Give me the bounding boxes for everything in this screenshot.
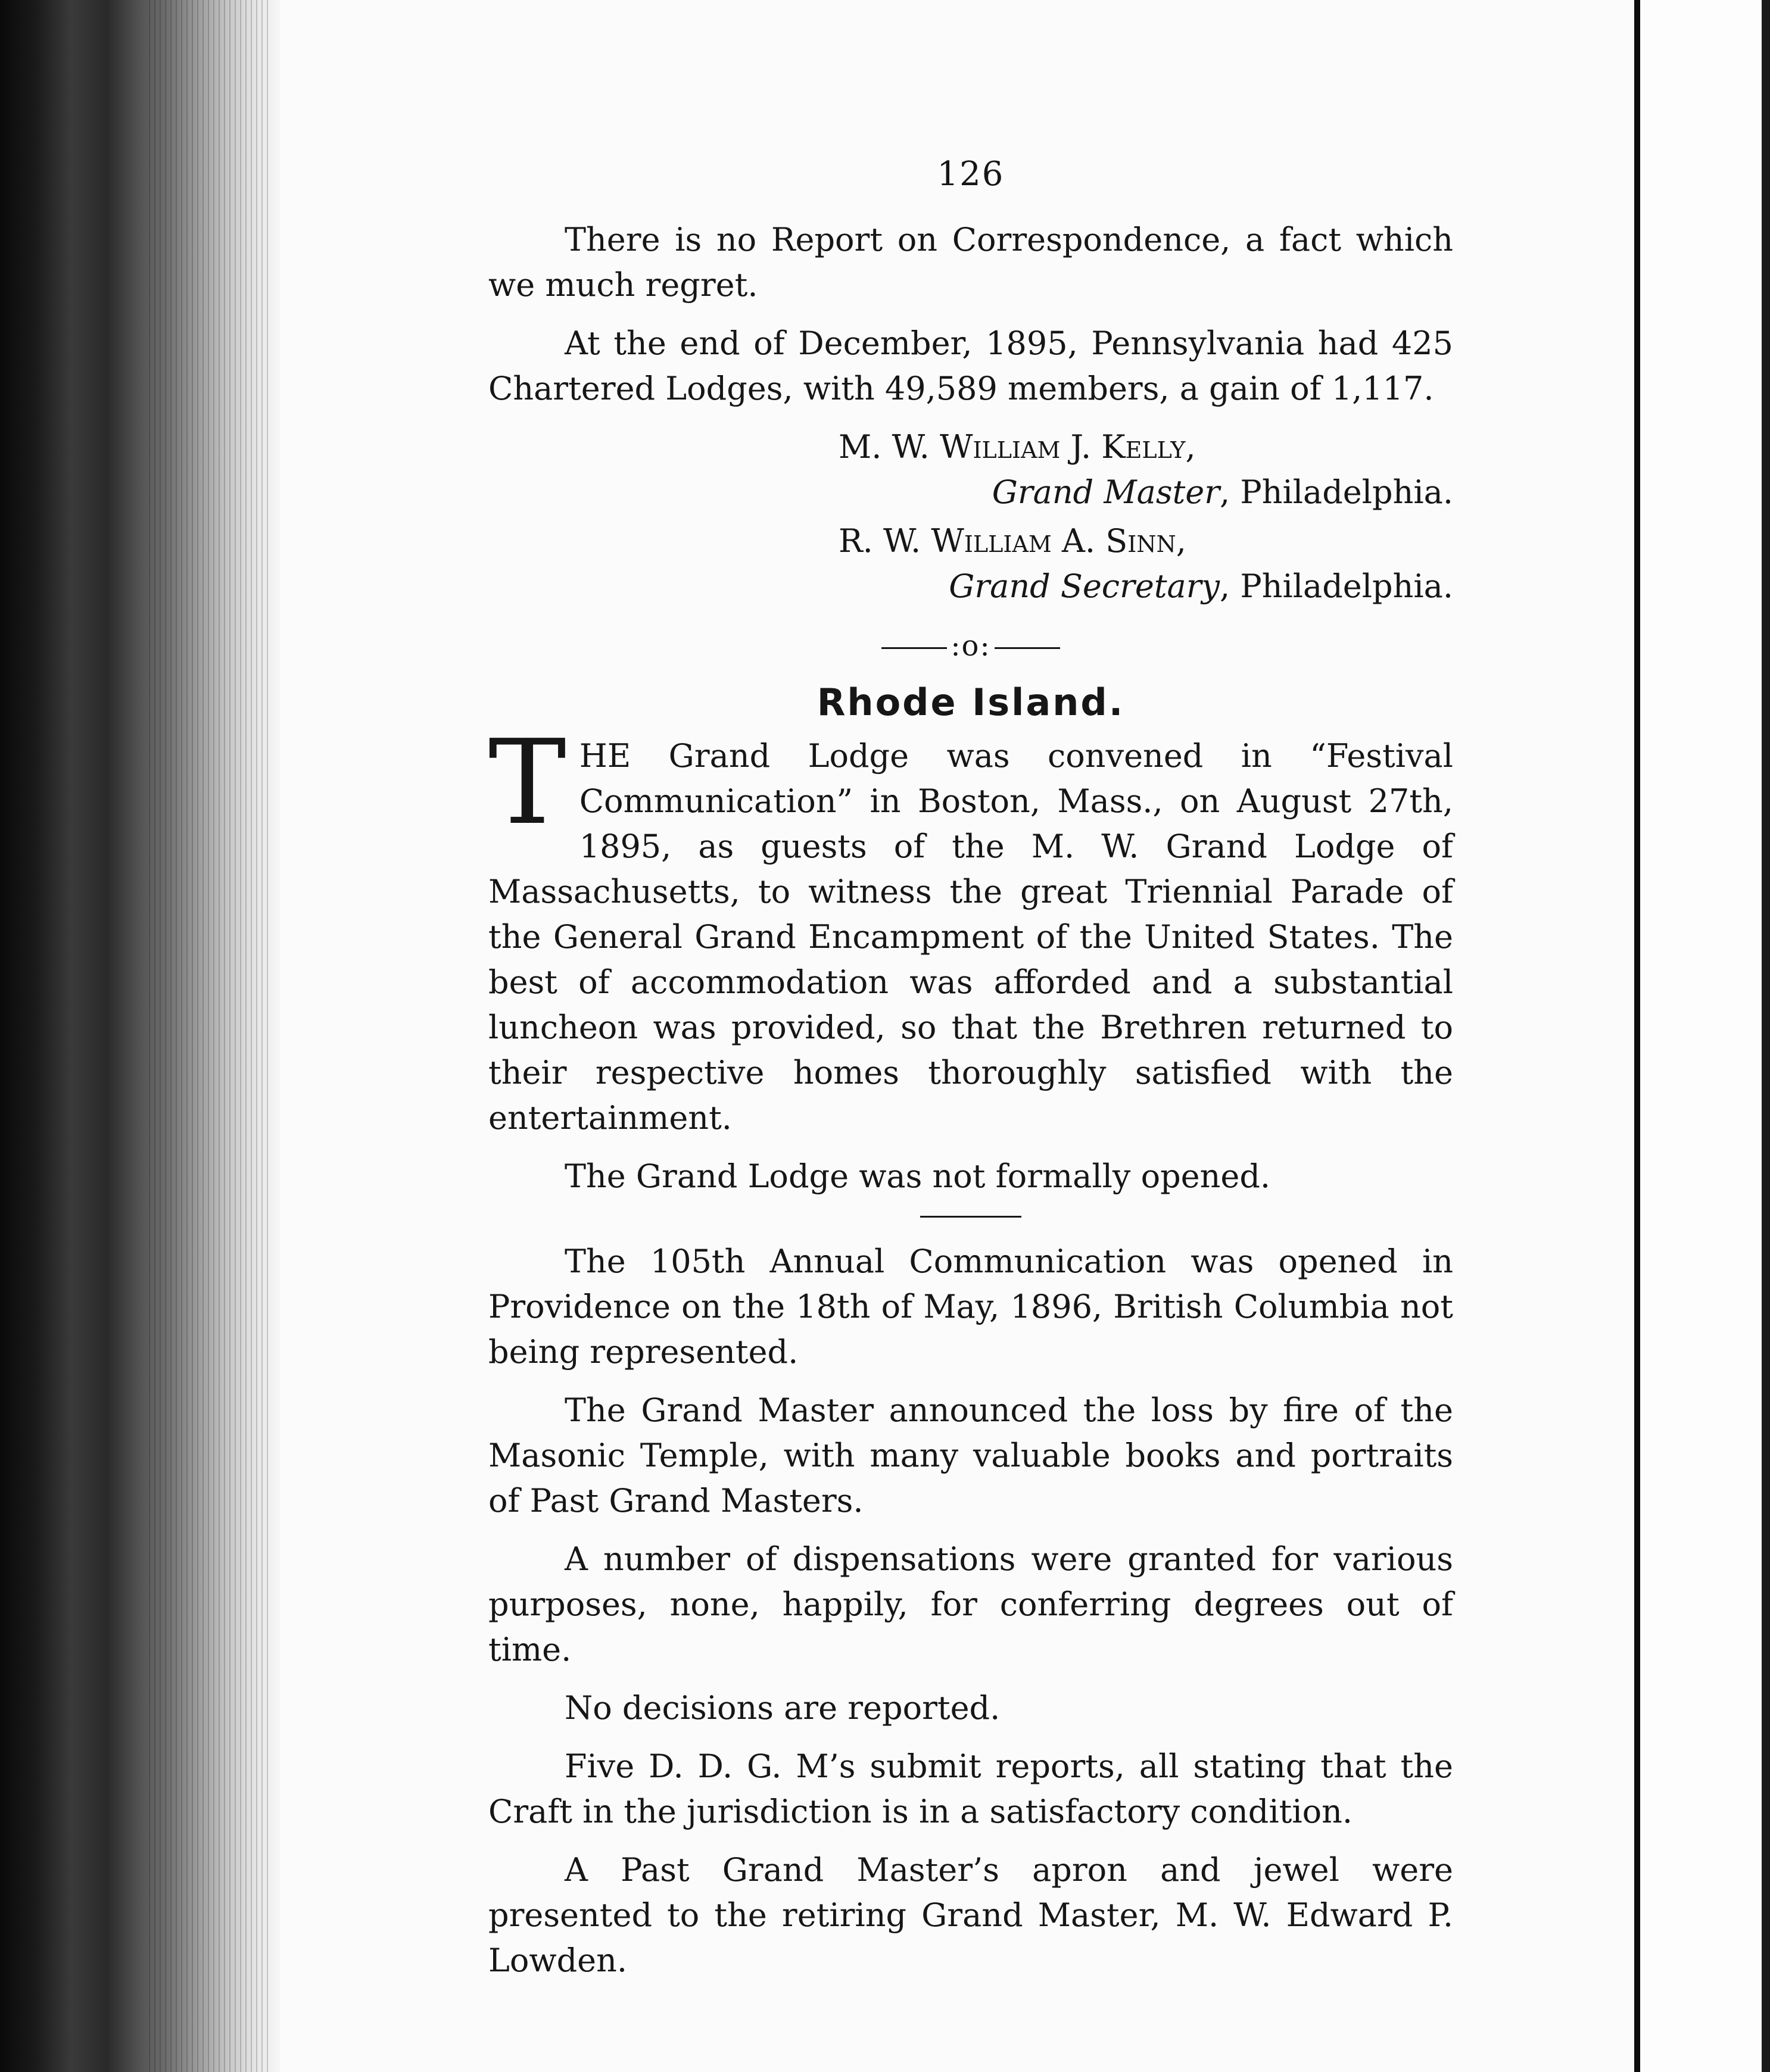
paragraph-annual-communication: The 105th Annual Communication was opened in Providence on the 18th of May, 1896, British Columbia not being represented. xyxy=(488,1243,1453,1371)
divider-dash-left xyxy=(881,647,947,649)
signature-role: Grand Master xyxy=(992,473,1220,511)
short-rule xyxy=(920,1216,1021,1218)
section-title: Rhode Island. xyxy=(817,681,1125,724)
page-number: 126 xyxy=(937,155,1005,194)
paragraph-festival-communication xyxy=(488,715,1453,1141)
paragraph-text: HE Grand Lodge was convened in “Festival Communication” in Boston, Mass., on August 27th, 1895, as guests of the M. W. Grand Lodge of Massachusetts, to witness the great Triennial Parade of the General Grand Encampment of the United States. The best of accommodation was afforded and a substantial luncheon was provided, so that the Brethren returned to their respective homes thoroughly satisfied with the entertainment. xyxy=(488,737,1453,1137)
signature-name: R. W. William A. Sinn, xyxy=(839,522,1186,560)
section-divider xyxy=(488,629,1453,663)
facing-page-border xyxy=(1762,0,1770,2072)
facing-page-edge xyxy=(1640,0,1770,2072)
signature-name: M. W. William J. Kelly, xyxy=(839,428,1196,466)
signature-grand-master xyxy=(488,425,1453,515)
page-content xyxy=(488,155,1453,1996)
paragraph-dispensations: A number of dispensations were granted for various purposes, none, happily, for conferring degrees out of time. xyxy=(488,1540,1453,1668)
signature-grand-secretary xyxy=(488,519,1453,609)
drop-cap: T xyxy=(488,715,566,851)
page-gutter-line xyxy=(1634,0,1640,2072)
paragraph-pennsylvania-stats: At the end of December, 1895, Pennsylvania had 425 Chartered Lodges, with 49,589 members, a gain of 1,117. xyxy=(488,324,1453,407)
paragraph-not-opened: The Grand Lodge was not formally opened. xyxy=(565,1157,1271,1195)
signature-title xyxy=(488,470,1453,515)
page-edges xyxy=(149,0,268,2072)
paragraph-decisions: No decisions are reported. xyxy=(565,1689,1001,1727)
signature-title xyxy=(488,564,1453,609)
divider-mark: :o: xyxy=(951,629,991,663)
paragraph-correspondence: There is no Report on Correspondence, a fact which we much regret. xyxy=(488,221,1453,304)
paragraph-apron-jewel: A Past Grand Master’s apron and jewel were presented to the retiring Grand Master, M. W. Edward P. Lowden. xyxy=(488,1851,1453,1979)
signature-place: , Philadelphia. xyxy=(1220,567,1453,605)
paragraph-reports: Five D. D. G. M’s submit reports, all stating that the Craft in the jurisdiction is in a satisfactory condition. xyxy=(488,1748,1453,1830)
divider-dash-right xyxy=(995,647,1060,649)
paragraph-temple-fire: The Grand Master announced the loss by fire of the Masonic Temple, with many valuable books and portraits of Past Grand Masters. xyxy=(488,1391,1453,1519)
signature-role: Grand Secretary xyxy=(949,567,1220,605)
signature-place: , Philadelphia. xyxy=(1220,473,1453,511)
